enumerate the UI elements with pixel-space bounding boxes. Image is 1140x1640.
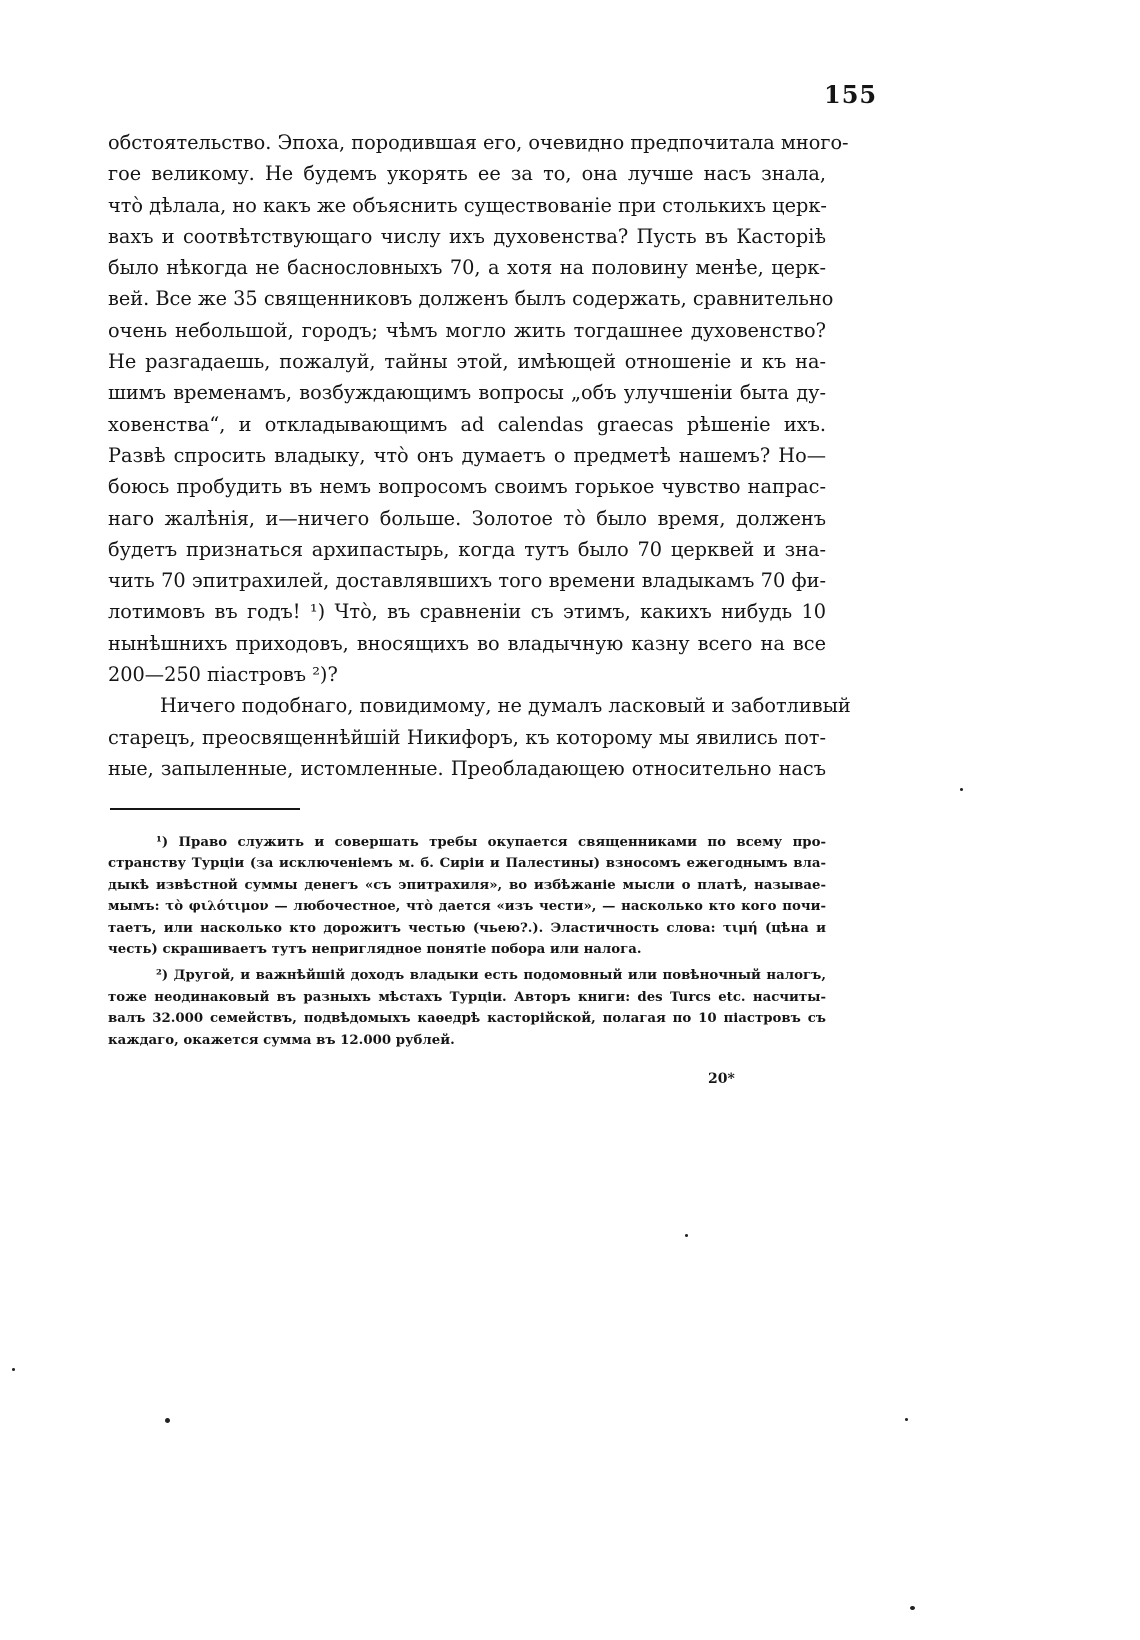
footnote-1-line: таетъ, или насколько кто дорожитъ честью (чьею?.). Эластичность слова: τιμή (цѣна и [108,920,826,936]
text-line: наго жалѣнія, и—ничего больше. Золотое тò было время, долженъ [108,506,826,530]
scan-speck [905,1418,908,1421]
text-line: очень небольшой, городъ; чѣмъ могло жить тогдашнее духовенство? [108,318,826,342]
text-line: ховенства“, и откладывающимъ ad calendas graecas рѣшеніе ихъ. [108,412,826,436]
text-line: 200—250 піастровъ ²)? [108,663,338,687]
footnotes [108,832,826,1051]
text-line: вей. Все же 35 священниковъ долженъ былъ содержать, сравнительно [108,287,834,311]
text-line: гое великому. Не будемъ укорять ее за то, она лучше насъ знала, [108,162,826,186]
text-line: лотимовъ въ годъ! ¹) Чтò, въ сравненіи съ этимъ, какихъ нибудь 10 [108,600,826,624]
scan-speck [910,1606,915,1610]
footnote-1-line: честь) скрашиваетъ тутъ неприглядное понятіе побора или налога. [108,941,642,957]
footnote-2-line: валъ 32.000 семействъ, подвѣдомыхъ каѳедрѣ касторійской, полагая по 10 піастровъ съ [108,1011,826,1027]
text-line: чтò дѣлала, но какъ же объяснить существованіе при столькихъ церк- [108,193,827,217]
text-line: чить 70 эпитрахилей, доставлявшихъ того времени владыкамъ 70 фи- [108,569,826,593]
text-line: шимъ временамъ, возбуждающимъ вопросы „объ улучшеніи быта ду- [108,381,826,405]
footnote-2-line: тоже неодинаковый въ разныхъ мѣстахъ Турціи. Авторъ книги: des Turcs etc. насчиты- [108,989,826,1005]
paragraph-2-line: ные, запыленные, истомленные. Преобладающею относительно насъ [108,756,826,780]
footnote-1-line: дыкѣ извѣстной суммы денегъ «съ эпитрахиля», во избѣжаніе мысли о платѣ, называе- [108,877,826,893]
body-text [108,127,851,784]
text-line: будетъ признаться архипастырь, когда тутъ было 70 церквей и зна- [108,537,826,561]
footnote-1-line: ¹) Право служить и совершать требы окупается священниками по всему про- [156,835,826,850]
text-line: вахъ и соотвѣтствующаго числу ихъ духовенства? Пусть въ Касторіѣ [108,224,826,248]
text-line: боюсь пробудить въ немъ вопросомъ своимъ горькое чувство напрас- [108,475,826,499]
footnote-1-line: странству Турціи (за исключеніемъ м. б. Сиріи и Палестины) взносомъ ежегоднымъ вла- [108,856,826,872]
text-line: обстоятельство. Эпоха, породившая его, очевидно предпочитала много- [108,131,849,154]
footnote-separator [110,808,300,810]
scan-speck [12,1368,15,1371]
text-line: было нѣкогда не баснословныхъ 70, а хотя на половину менѣе, церк- [108,256,826,280]
footnote-1-line: мымъ: τὸ φιλότιμον — любочестное, чтò дается «изъ чести», — насколько кто кого почи- [108,899,826,915]
footnote-2-line: ²) Другой, и важнѣйшій доходъ владыки есть подомовный или повѣночный налогъ, [156,968,826,984]
text-line: Не разгадаешь, пожалуй, тайны этой, имѣющей отношеніе и къ на- [108,350,826,374]
scan-speck [960,788,963,791]
text-line: нынѣшнихъ приходовъ, вносящихъ во владычную казну всего на все [108,631,826,655]
paragraph-2-line: старецъ, преосвященнѣйшій Никифоръ, къ которому мы явились пот- [108,725,826,749]
text-line: Развѣ спросить владыку, чтò онъ думаетъ о предметѣ нашемъ? Но— [108,443,826,467]
scan-speck [165,1418,170,1423]
scan-speck [685,1234,688,1237]
paragraph-2-line: Ничего подобнаго, повидимому, не думалъ ласковый и заботливый [160,694,851,718]
printer-signature-mark: 20* [708,1071,735,1087]
footnote-2-line: каждаго, окажется сумма въ 12.000 рублей. [108,1032,455,1048]
page-number: 155 [824,80,878,109]
